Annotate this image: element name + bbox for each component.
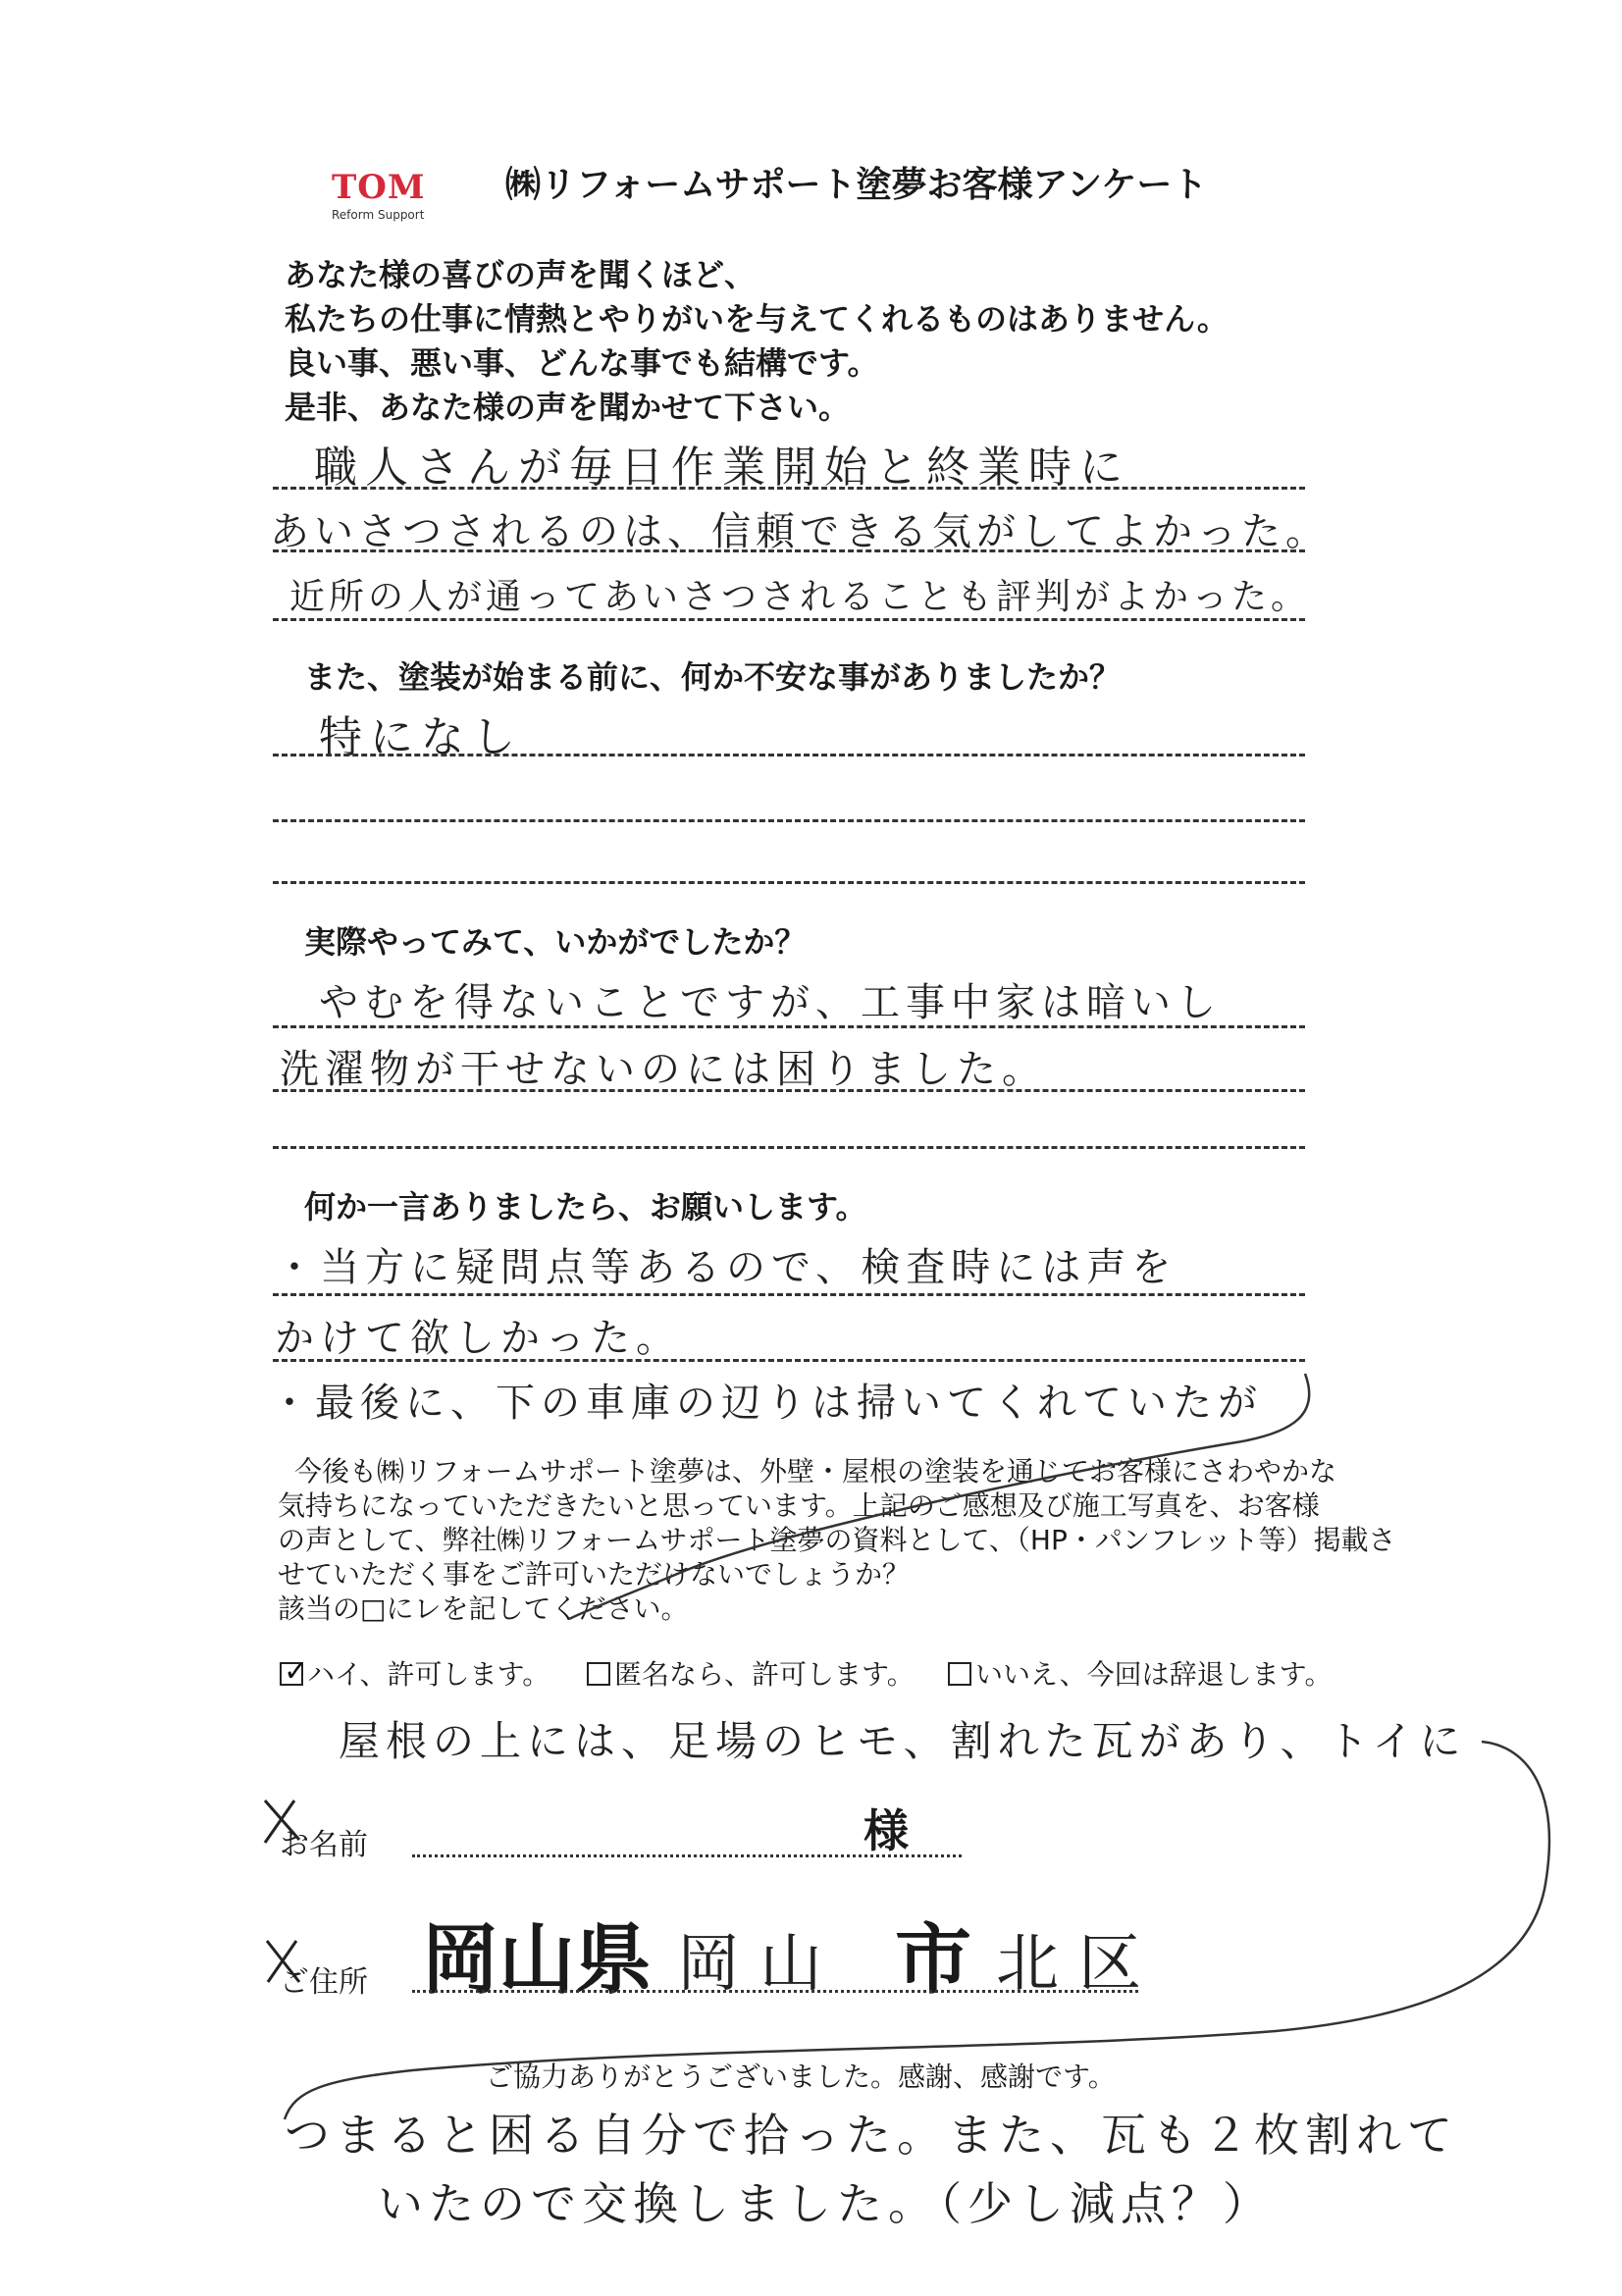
choice-label: いいえ、今回は辞退します。 (975, 1658, 1333, 1691)
intro-line: 是非、あなた様の声を聞かせて下さい。 (285, 389, 851, 426)
choice-label: 匿名なら、許可します。 (614, 1658, 915, 1691)
intro-line: あなた様の喜びの声を聞くほど、 (285, 256, 757, 293)
handwritten-answer: つまると困る自分で拾った。また、瓦も２枚割れて (285, 2109, 1458, 2162)
handwritten-answer: 特になし (319, 712, 523, 762)
address-city-suffix: 市 (895, 1915, 972, 2005)
question-anxiety: また、塗装が始まる前に、何か不安な事がありましたか？ (304, 658, 1122, 696)
handwritten-answer: いたので交換しました。（少し減点？） (378, 2177, 1274, 2230)
survey-title: ㈱リフォームサポート塗夢お客様アンケート (505, 165, 1208, 205)
handwritten-answer: 職人さんが毎日作業開始と終業時に (314, 443, 1130, 493)
name-suffix: 様 (863, 1804, 909, 1857)
address-label: ご住所 (280, 1965, 368, 2000)
logo-mark: TOM (332, 168, 426, 207)
handwritten-answer: 屋根の上には、足場のヒモ、割れた瓦があり、トイに (339, 1717, 1467, 1765)
address-city-handwritten: 岡山 (677, 1928, 842, 2001)
address-ward-handwritten: 北区 (996, 1928, 1161, 2001)
check-mark-icon: ✓ (284, 1654, 309, 1689)
continuation-curve-icon (285, 1742, 1549, 2119)
question-experience: 実際やってみて、いかがでしたか？ (304, 923, 807, 961)
strike-mark-icon (267, 1941, 299, 1982)
strike-mark-icon (265, 1800, 299, 1843)
permission-text: 気持ちになっていただきたいと思っています。上記のご感想及び施工写真を、お客様 (278, 1489, 1320, 1522)
address-prefecture: 岡山県 (422, 1915, 653, 2005)
name-label: お名前 (280, 1828, 368, 1862)
handwritten-answer: ・最後に、下の車庫の辺りは掃いてくれていたが (270, 1381, 1263, 1426)
continuation-arrow-icon (569, 1374, 1309, 1619)
permission-text: 今後も㈱リフォームサポート塗夢は、外壁・屋根の塗装を通じてお客様にさわやかな (294, 1455, 1337, 1487)
handwritten-answer: ・当方に疑問点等あるので、検査時には声を (275, 1245, 1177, 1290)
intro-line: 私たちの仕事に情熱とやりがいを与えてくれるものはありません。 (285, 300, 1229, 338)
handwritten-answer: 洗濯物が干せないのには困りました。 (280, 1047, 1047, 1092)
intro-line: 良い事、悪い事、どんな事でも結構です。 (285, 344, 879, 382)
permission-text: 該当の□にレを記してください。 (278, 1592, 689, 1625)
thanks-message: ご協力ありがとうございました。感謝、感謝です。 (486, 2061, 1116, 2093)
permission-text: せていただく事をご許可いただけないでしょうか？ (278, 1558, 911, 1591)
handwritten-answer: 近所の人が通ってあいさつされることも評判がよかった。 (289, 577, 1311, 617)
question-comment: 何か一言ありましたら、お願いします。 (304, 1188, 867, 1226)
handwritten-answer: あいさつされるのは、信頼できる気がしてよかった。 (270, 509, 1330, 554)
logo-subtitle: Reform Support (332, 208, 425, 222)
handwritten-answer: かけて欲しかった。 (275, 1316, 681, 1361)
choice-label: ハイ、許可します。 (307, 1658, 550, 1691)
handwritten-answer: やむを得ないことですが、工事中家は暗いし (319, 980, 1222, 1025)
permission-text: の声として、弊社㈱リフォームサポート塗夢の資料として、（HP・パンフレット等）掲載さ (278, 1524, 1396, 1556)
